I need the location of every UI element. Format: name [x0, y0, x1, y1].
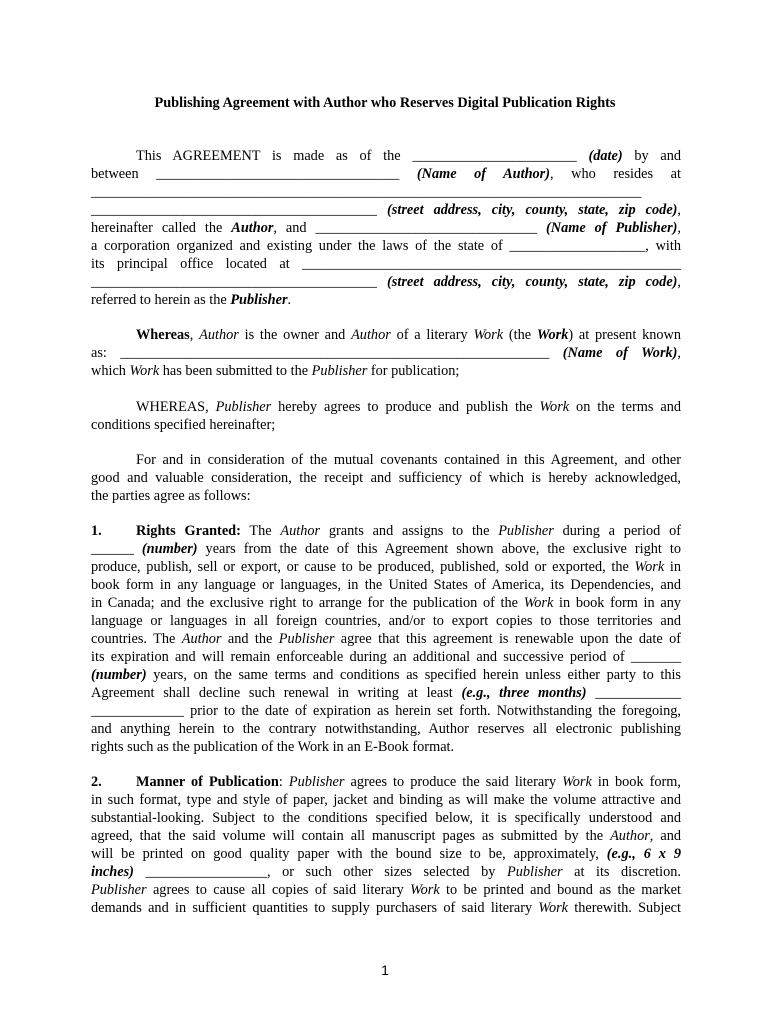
- intro-line-3: _____________________________________________________________________________: [91, 184, 642, 200]
- intro-line-8: ________________________________________ (street address, city, county, state, zip code),: [91, 274, 681, 290]
- document-title: Publishing Agreement with Author who Reserves Digital Publication Rights: [154, 95, 616, 111]
- section1-line-1: 1. Rights Granted: The Author grants and assigns to the Publisher during a period of: [91, 523, 681, 539]
- section2-line-2: in such format, type and style of paper, jacket and binding as will make the volume attractive and: [91, 792, 681, 808]
- intro-line-6: a corporation organized and existing under the laws of the state of ___________________, with: [91, 238, 681, 254]
- intro-line-1: This AGREEMENT is made as of the _______________________ (date) by and: [136, 148, 681, 164]
- intro-line-7: its principal office located at _____________________________________________________: [91, 256, 681, 272]
- section2-line-4: agreed, that the said volume will contain all manuscript pages as submitted by the Author, and: [91, 828, 682, 844]
- intro-line-2: between __________________________________ (Name of Author), who resides at: [91, 166, 681, 182]
- section2-line-1: 2. Manner of Publication: Publisher agrees to produce the said literary Work in book form,: [91, 774, 681, 790]
- section1-line-4: book form in any language or languages, in the United States of America, its Dependencies, and: [91, 577, 681, 593]
- section1-line-8: its expiration and will remain enforceable during an additional and successive period of _______: [91, 649, 681, 665]
- section1-line-5: in Canada; and the exclusive right to arrange for the publication of the Work in book form in any: [91, 595, 681, 611]
- section1-line-2: ______ (number) years from the date of this Agreement shown above, the exclusive right to: [91, 541, 681, 557]
- whereas1-line-3: which Work has been submitted to the Publisher for publication;: [91, 363, 460, 379]
- whereas1-line-1: Whereas, Author is the owner and Author of a literary Work (the Work) at present known: [136, 327, 681, 343]
- page-number: 1: [381, 962, 389, 978]
- section1-line-7: countries. The Author and the Publisher agree that this agreement is renewable upon the date of: [91, 631, 681, 647]
- section1-line-13: rights such as the publication of the Work in an E-Book format.: [91, 739, 455, 755]
- whereas2-line-2: conditions specified hereinafter;: [91, 417, 276, 433]
- intro-line-9: referred to herein as the Publisher.: [91, 292, 292, 308]
- section2-number: 2.: [91, 774, 102, 790]
- consideration-line-1: For and in consideration of the mutual covenants contained in this Agreement, and other: [136, 452, 681, 468]
- whereas1-line-2: as: ____________________________________________________________ (Name of Work),: [91, 345, 681, 361]
- section2-line-3: substantial-looking. Subject to the conditions specified below, it is specifically understood and: [91, 810, 681, 826]
- section2-line-8: demands and in sufficient quantities to supply purchasers of said literary Work therewith. Subject: [91, 900, 681, 916]
- consideration-line-2: good and valuable consideration, the receipt and sufficiency of which is hereby acknowledged,: [91, 470, 681, 486]
- section1-line-9: (number) years, on the same terms and conditions as specified herein unless either party to this: [91, 667, 681, 683]
- section1-number: 1.: [91, 523, 102, 539]
- section1-line-12: and anything herein to the contrary notwithstanding, Author reserves all electronic publishing: [91, 721, 681, 737]
- intro-line-5: hereinafter called the Author, and _______________________________ (Name of Publisher),: [91, 220, 681, 236]
- intro-line-4: ________________________________________ (street address, city, county, state, zip code),: [91, 202, 681, 218]
- section1-line-6: language or languages in all foreign countries, and/or to export copies to those territories and: [91, 613, 681, 629]
- section2-line-6: inches) _________________, or such other sizes selected by Publisher at its discretion.: [91, 864, 681, 880]
- section1-line-11: _____________ prior to the date of expiration as herein set forth. Notwithstanding the foregoing,: [91, 703, 681, 719]
- whereas2-line-1: WHEREAS, Publisher hereby agrees to produce and publish the Work on the terms and: [136, 399, 681, 415]
- section2-line-7: Publisher agrees to cause all copies of said literary Work to be printed and bound as the market: [91, 882, 681, 898]
- section2-line-5: will be printed on good quality paper with the bound size to be, approximately, (e.g., 6 x 9: [91, 846, 681, 862]
- section1-heading: Rights Granted:: [136, 523, 241, 539]
- section1-line-10: Agreement shall decline such renewal in writing at least (e.g., three months) ____________: [91, 685, 681, 701]
- section1-line-3: produce, publish, sell or export, or cause to be produced, published, sold or exported, the Work in: [91, 559, 681, 575]
- section2-heading: Manner of Publication: [136, 774, 279, 790]
- consideration-line-3: the parties agree as follows:: [91, 488, 251, 504]
